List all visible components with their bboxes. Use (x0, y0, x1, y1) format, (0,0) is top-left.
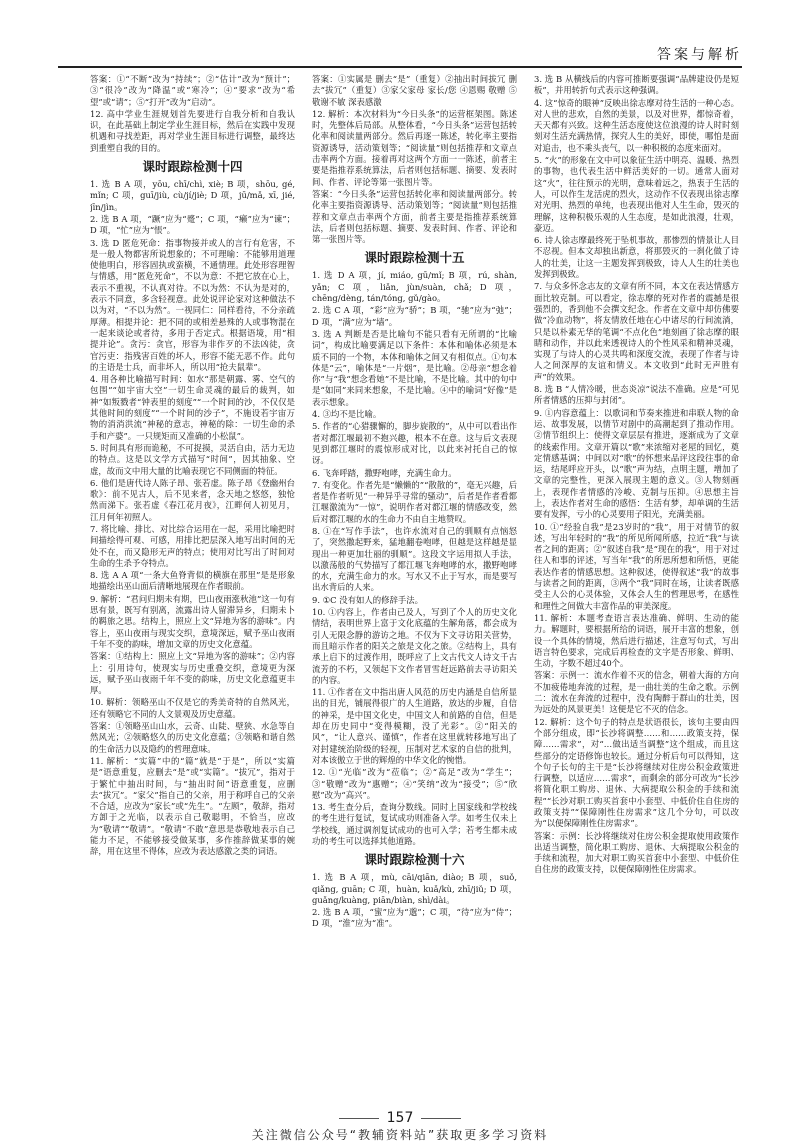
answer-paragraph: 5. 时间具有形而诡秘，不可捉摸，灵活自由，活力无边的特点。这是以文学方式描写“时间”，因其抽象、空虚，故而文中用大量的比喻表现它不同侧面的特征。 (90, 442, 295, 476)
answer-paragraph: 12. 高中学业生涯规划首先要进行自我分析和自我认识，在此基础上制定学业生涯目标，然后在实践中发现机遇和寻找差距，再对学业生涯目标进行调整，最终达到重塑自我的目的。 (90, 108, 295, 153)
page-header (0, 0, 800, 64)
page-number (0, 1110, 800, 1126)
answer-paragraph: 1. 选 D A 项，jí, miáo, gū/mǐ; B 项，rú, shàn, yǎn; C 项，liǎn, jùn/suàn, chǎ; D 项，chēng/dèng, tán/tóng, gǔ/gào。 (312, 270, 517, 304)
section-heading: 课时跟踪检测十四 (142, 159, 243, 175)
answer-paragraph: 7. 与众多怀念志友的文章有所不同，本文在表达情感方面比较克制。可以看定，徐志摩的死对作者的震撼是很强烈的，香到他不会撰文纪念。作者在文章中却仿佛要做“冷血动物”，将友情放任地在心中诸尽的行间流淌，只是以朴素无华的笔调“不点化色”地刻画了徐志摩的眼睛和动作，并以此来透视诗人的个性风采和精神灵魂，实现了与诗人的心灵共鸣和深度交流，表现了作者与诗人之间深厚的友谊和情义。本文收到“此时无声胜有声”的效果。 (534, 281, 739, 382)
answer-paragraph: 2. 选 B A 项，“蹶”应为“蹙”；C 项，“癞”应为“谏”；D 项，“忙”应为“悵”。 (90, 213, 295, 236)
footer-promo: 关注微信公众号“教辅资料站”获取更多学习资料 (251, 1128, 549, 1142)
answer-paragraph: 10. ①“经验自我”是23岁时的“我”，用于对情节的叙述，写出年轻时的“我”的所见所闻所感，拉近“我”与读者之间的距离；②“叙述自我”是“现在的我”，用于对过往人和事的评述，写当年“我”的所思所想和所悟，更能表达作者的情感思想。这种叙述，使得叙述“我”的故事与读者之间的距离，③两个“我”同时在场，让读者既感受主人公的心灵体验，又体会人生的哲理思考，在感性和理性之间做大丰富作品的审美深度。 (534, 521, 739, 611)
answer-paragraph: 答案：示例一：流水作着不灭的信念，朝着大海的方向不加疲倦地奔流的过程，是一曲壮美的生命之歌。示例二：流水在奔流的过程中，没有陶醉于群山的壮美，因为远处的风景更美！这便是它不灭的信念。 (534, 670, 739, 715)
answer-paragraph: 答案：①实属是 删去“是”（重复）②抽出时间拔冗 删去“拔冗”（重复）③家父家母 家长/您 ④恩赐 敬赠 ⑤敬谢不敏 深表感激 (312, 74, 517, 107)
answer-paragraph: 9. 解析：“君问归期未有期，巴山夜雨涨秋池”这一句有思有景，既写有别离，流露出诗人留滞异乡，归期未卜的羁旅之思。结构上，照应上文“异地为客的游味”。内容上，巫山夜雨与现实交织，意境深远，赋予巫山夜雨千年不变的韵味，增加文章的历史文化意蕴。 (90, 593, 295, 649)
answer-paragraph: 答案：示例：长沙将继续对住房公积金提取使用政策作出适当调整，简化职工购房、退休、大病提取公积金的手续和流程，加大对职工购买首套中小套型、中低价住自住房的政策支持，以便保障刚性住房需求。 (534, 830, 739, 875)
column-right (534, 74, 739, 1100)
column-middle (312, 74, 517, 1100)
column-left (90, 74, 295, 1100)
answer-columns (90, 74, 740, 1100)
answer-paragraph: 答案：①“不断”改为“持续”；②“估计”改为“预计”；③“很冷”改为“降温”或“寒冷”；④“要求”改为“希望”或“请”；⑤“打开”改为“启动”。 (90, 74, 295, 107)
answer-paragraph: 10. 解析：领略巫山不仅是它的秀美奇特的自然风光，还有领略它不同的人文景观及历史意蕴。 (90, 697, 295, 719)
answer-paragraph: 4. ③均不是比喻。 (312, 409, 382, 420)
answer-paragraph: 3. 选 A 判断是否是比喻句不能只看有无所谓的“比喻词”，构成比喻要满足以下条件：本体和喻体必须是本质不同的一个物，本体和喻体之间又有相似点。①句本体是“云”，喻体是“一片烟”，是比喻。②母亲“想念着你”与“我“想念看她”不是比喻，不是比喻。其中的句中是“如同”来同来想象，不是比喻。④中的喻词“好像”是表示想象。 (312, 328, 517, 407)
answer-paragraph: 11. 解析：本题考查语言表达准确、鲜明、生动的能力。解题时，要根据所给的词语，展开丰富的想象，创设一个具体的情境，然后进行描述，注意写句式，写出语言特色要求，完成后再检查的文字是否形象、鲜明、生动，字数不超过40个。 (534, 612, 739, 669)
answer-paragraph: 5. 作者的“心猎骤懈的，脚步旋散的”，从中可以看出作者对都江堰最初不抱兴趣，根本不在意。这与后文表现见到都江堰时的震惊形成对比，以此来衬托自己的惊讶。 (312, 421, 517, 466)
answer-paragraph: 12. 解析：这个句子的特点是状语很长，该句主要由四个部分组成，即“长沙将调整……和……政策支持，保障……需求”，对“…做出适当调整”这个组成，而且这些部分的定语修饰也较长。通过分析后句可以得知，这个句子长句的主干是“长沙将继续对住房公积金政策进行调整，以适应……需求”，而剩余的部分可改为“长沙将简化职工购房、退休、大病提取公积金的手续和流程”“长沙对职工购买首套中小套型、中低价住自住房的政策支持”“保障刚性住房需求”这几个分句，可以改为“以便保障刚性住房需求”。 (534, 716, 739, 829)
answer-paragraph: 12. ①“光临”改为“莅临”；②“高足”改为“学生”；③“敬赠”改为“惠赠”；④“笑纳”改为“接受”；⑤“欣慰”改为“高兴”。 (312, 767, 517, 800)
answer-paragraph: 6. 他们是唐代诗人陈子昂、张若虚。陈子昂《登幽州台歌》：前不见古人，后不见来者，念天地之悠悠，独怆然而涕下。张若虚《春江花月夜》，江畔何人初见月，江月何年初照人。 (90, 477, 295, 522)
answer-paragraph: 4. 用各种比喻描写时间：如水“那是朝露、雾、空气的包围”“如宇宙大空”一切生命灵魂的最后的裁判，如神“如叛戮者“钟表里的刻度”“一个时间的沙，不仅仅是其他时间的刻度”“一个时间的沙子”，不施设若宇宙万物的消消洪流“神秘的意志，神秘的除：一切生命的杀手和产婆”。一只规矩而又准确的小松鼠”。 (90, 374, 295, 441)
answer-paragraph: 1. 选 B A 项，mù, cāi/qiān, diào; B 项，suǒ, qiǎng, guān; C 项，huàn, kuǎ/kù, zhī/jiǔ; D 项，guǎng/kuàng, piān/biàn, shì/dài。 (312, 872, 517, 905)
answer-paragraph: 13. 考生查分后，查询分数线。同时上国家线和学校线的考生进行复试，复试成功则准备入学。如考生仅未上学校线，通过调剂复试成功的也可入学；若考生都未成功的考生可以选择其他道路。 (312, 802, 517, 846)
answer-paragraph: 8. ①在“写作手法”，也许水流对自己的驯顺有点恼怒了，突然撒起野来，猛地翻卷咆哮，但越是这样越是显现出一种更加壮丽的驯顺”。这段文字运用拟人手法，以激荡般的气势描写了都江堰飞奔咆哮的水，撒野咆哮的水，充满生命力的水。写水又不止于写水，而是要写出水背后的人来。 (312, 525, 517, 593)
answer-paragraph: 答案：①结构上：照应上文“异地为客的游味”；②内容上：引用诗句，使现实与历史重叠交织，意境更为深远，赋予巫山夜雨千年不变的韵味，历史文化意蕴更丰厚。 (90, 651, 295, 696)
answer-paragraph: 6. 飞奔呼踏，撒野咆哮，充满生命力。 (312, 467, 457, 478)
answer-paragraph: 9. ①C 没有如人的修辞手法。 (312, 594, 423, 605)
page-number-text: 157 (386, 1110, 414, 1126)
section-heading: 课时跟踪检测十五 (364, 250, 465, 266)
answer-paragraph: 11. ①作者在文中指出唐人风范的历史内涵是自信所显出的目光，铺展得很广的人生道路，放达的步履，自信的神采，是中国文化史，中国文人和前路的自信，但是却在历史同中“变得模糊，没了光彩”。②“阳关的风”，“让人意兴、谨慎”，作者在这里就转移地写出了对封建统治阶级的轻视，压制对艺术家的自信的批判，对本该傲立于世的辉煌的中华文化的惋惜。 (312, 687, 517, 765)
section-heading: 课时跟踪检测十六 (364, 852, 465, 868)
answer-paragraph: 8. 选 A A 项“一条大鱼脊背似的横旗在那里”是是形象地描绘出巫山面后清晰地展现在作者眼前。 (90, 570, 295, 592)
answer-paragraph: 7. 将比喻、排比、对比综合运用在一起，采用比喻把时间描绘得可观、可感，用排比把层深入地写出时间的无处不在，而又隐形无声的特点；使用对比写出了时间对生命的生杀予夺特点。 (90, 523, 295, 568)
answer-paragraph: 11. 解析：“实篇”中的“篇”就是“于是”，所以“实篇是”语意重复，应删去“是”或“实篇”。“拔冗”，指对于于繁忙中抽出时间，与“抽出时间”语意重复，应删去“拔冗”。“家父”指自己的父亲，用于称呼自己的父亲不合适，应改为“家长”或“先生”。“左顾”，敬辞，指对方卸于之光临，以表示自己敬聪明，不恰当，应改为“敬请”“敬请”。“敬请“不敢”意思是恭敬地表示自己能力不足，不能够接受做某事，多作推辞做某事的婉辞，用在这里不得体，应改为表达感激之类的词语。 (90, 755, 295, 857)
answer-paragraph: 10. ①内容上，作者由己及人，写到了个人的历史文化情结，表明世界上富于文化底蕴的生解角落，都会成为引人无限念静的游访之地。不仅为下文寻访阳关营势，而且暗示作者的阳关之旅是文化之旅。②结构上，具有承上启下的过渡作用，既呼应了上文古代文人诗文千古流芳的不朽，又领起下文作者冒雪赶远路前去寻访阳关的内容。 (312, 607, 517, 685)
answer-paragraph: 答案：“今日头条”运营包括转化率和阅读量两部分。转化率主要指资源诱导、活动策划等；“阅读量”则包括推荐和文章点击率两个方面，前者主要是指推荐系统算法，后者则包括标题、摘要、发表时间、作者、评论和第一张图片等。 (312, 188, 517, 245)
answer-paragraph: 1. 选 B A 项，yōu, chī/chì, xiè; B 项，shōu, gé, mǐn; C 项，guī/jiù, cù/jí/jiè; D 项，jū/mǎ, xī, jié, jīn/jìn。 (90, 179, 295, 212)
answer-paragraph: 3. 选 D 匿危死命：指事物接并或人的言行有危害，不是一般人物都害所说想象的；不可理喻：不能够用道理使他明白，形容固执或蛮横，不通情理。此处形容理智与情感，用“匿危死命”，不以为意：不把它放在心上，表示不重视，不认真对待。不以为然：不认为是对的，表示不同意，多含轻视意。此处说评论家对这种做法不以为对，“不以为然”。一视同仁：同样看待，不分亲疏厚薄。相提并论：把不同的或相差悬殊的人或事物混在一起来谈论或者待，多用于否定式。根据语境，用“相提并论”。贪污：贪官，形容为非作歹的不法凶徒，贪官污吏：指残害百姓的坏人，形容不能无恶不作。此句的主语是士兵，而非坏人，所以用“抢夫鼠辈”。 (90, 237, 295, 372)
answer-paragraph: 3. 选 B 从横线后的内容可推断要强调“品牌建设仍是短板”，并用转折句式表示这种强调。 (534, 74, 739, 96)
answer-paragraph: 8. 选 B “人情冷暖，世态炎凉”说法不准确。应是“可见所者情感的压抑与封闭”。 (534, 384, 739, 406)
answer-paragraph: 5. “火”的形象在文中可以象征生活中明亮、温暖、热烈的事物，也代表生活中鲜活美好的一切。通常人面对这“火”，往往预示的光明，意味着远之，热衷于生活的人，可以作生龙活虎的烈火，这动作不仅表现出徐志摩对光明、热烈的单纯，也表现出他对人生生命，毁灭的理解，这种积极乐观的人生态度，是如此浪漫，壮观，豪迈。 (534, 155, 739, 233)
answer-paragraph: 4. 这“惊奇的眼神”反映出徐志摩对待生活的一种心态。对人世的悲欢，自然的美景，以及对世界，都惊奇着，天天都有兴致。这种生活态度使这位浪漫的诗人时时刻刻对生活充满热情，探究人生的美好，即使，哪怕是面对追击，也不乘头丧气，以一种积极的态度来面对。 (534, 97, 739, 153)
answer-paragraph: 2. 选 C A 项，“彩”应为“骄”；B 项，“驰”应为“弛”；D 项，“满”应为“墙”。 (312, 305, 517, 327)
answer-paragraph: 2. 选 B A 项，“蜜”应为“邈”；C 项，“待”应为“侍”；D 项，“淮”应为“准”。 (312, 907, 517, 929)
answer-paragraph: 9. ①内容意蕴上：以歌词和节奏来推进和串联人物的命运、故事发展，以情节对剧中的高潮起到了推动作用。②情节组织上：使得文章层层有推进，逐渐成为了文章的线索作用。文章开篇以“歌”来浓缩对老屋的回忆，奠定情感基调；中间以对“歌”的怀想来品评这段往事的命运，结尾呼应开头，以“歌”声为结，点明主题，增加了文章的完整性，更深入展现主题的意义。③人物刻画上，表现作者情感的冷峻、克制与压抑。④思想主旨上，表达作者对生命的感悟：生活有梦，却单调的生活要有发挥，亏小的心灵要用子阳光，充满美丽。 (534, 407, 739, 520)
answer-paragraph: 12. 解析：本次材料为“今日头条”的运营框架图。陈述时，先整体后局部。从整体看，“今日头条”运营包括转化率和阅读量两部分。然后再逐一陈述，转化率主要指资源诱导，活动策划等；“阅读量”则包括推荐和文章点击率两个方面。接着再对这两个方面一一陈述，前者主要是指推荐系统算法，后者则包括标题、摘要、发表时间、作者、评论等第一张图片等。 (312, 108, 517, 187)
answer-paragraph: 7. 有变化。作者先是“懒懒的”“散散的”，毫无兴趣，后者是作者听见“一种异乎寻常的骚动”，后者是作者看都江堰激流为“一惊”，说明作者对都江堰的情感改变，然后对都江堰的水的生命力不由自主地赞叹。 (312, 479, 517, 524)
header-title: 答案与解析 (657, 47, 742, 63)
answer-paragraph: 答案：①领略巫山山水，云奇、山陡、壁狭、水急等自然风光；②领略悠久的历史文化意蕴；③领略和谐自然的生命活力以及隐约的哲理意味。 (90, 721, 295, 754)
header-rule (58, 66, 742, 68)
answer-paragraph: 6. 诗人徐志摩最终死于坠机事故，那惨烈的情景让人目不忍视。但本文却独出新意，将那毁灭的一刹化做了诗人的壮美，让这一主题发挥到极致，诗人人生的壮美也发挥到极致。 (534, 235, 739, 280)
